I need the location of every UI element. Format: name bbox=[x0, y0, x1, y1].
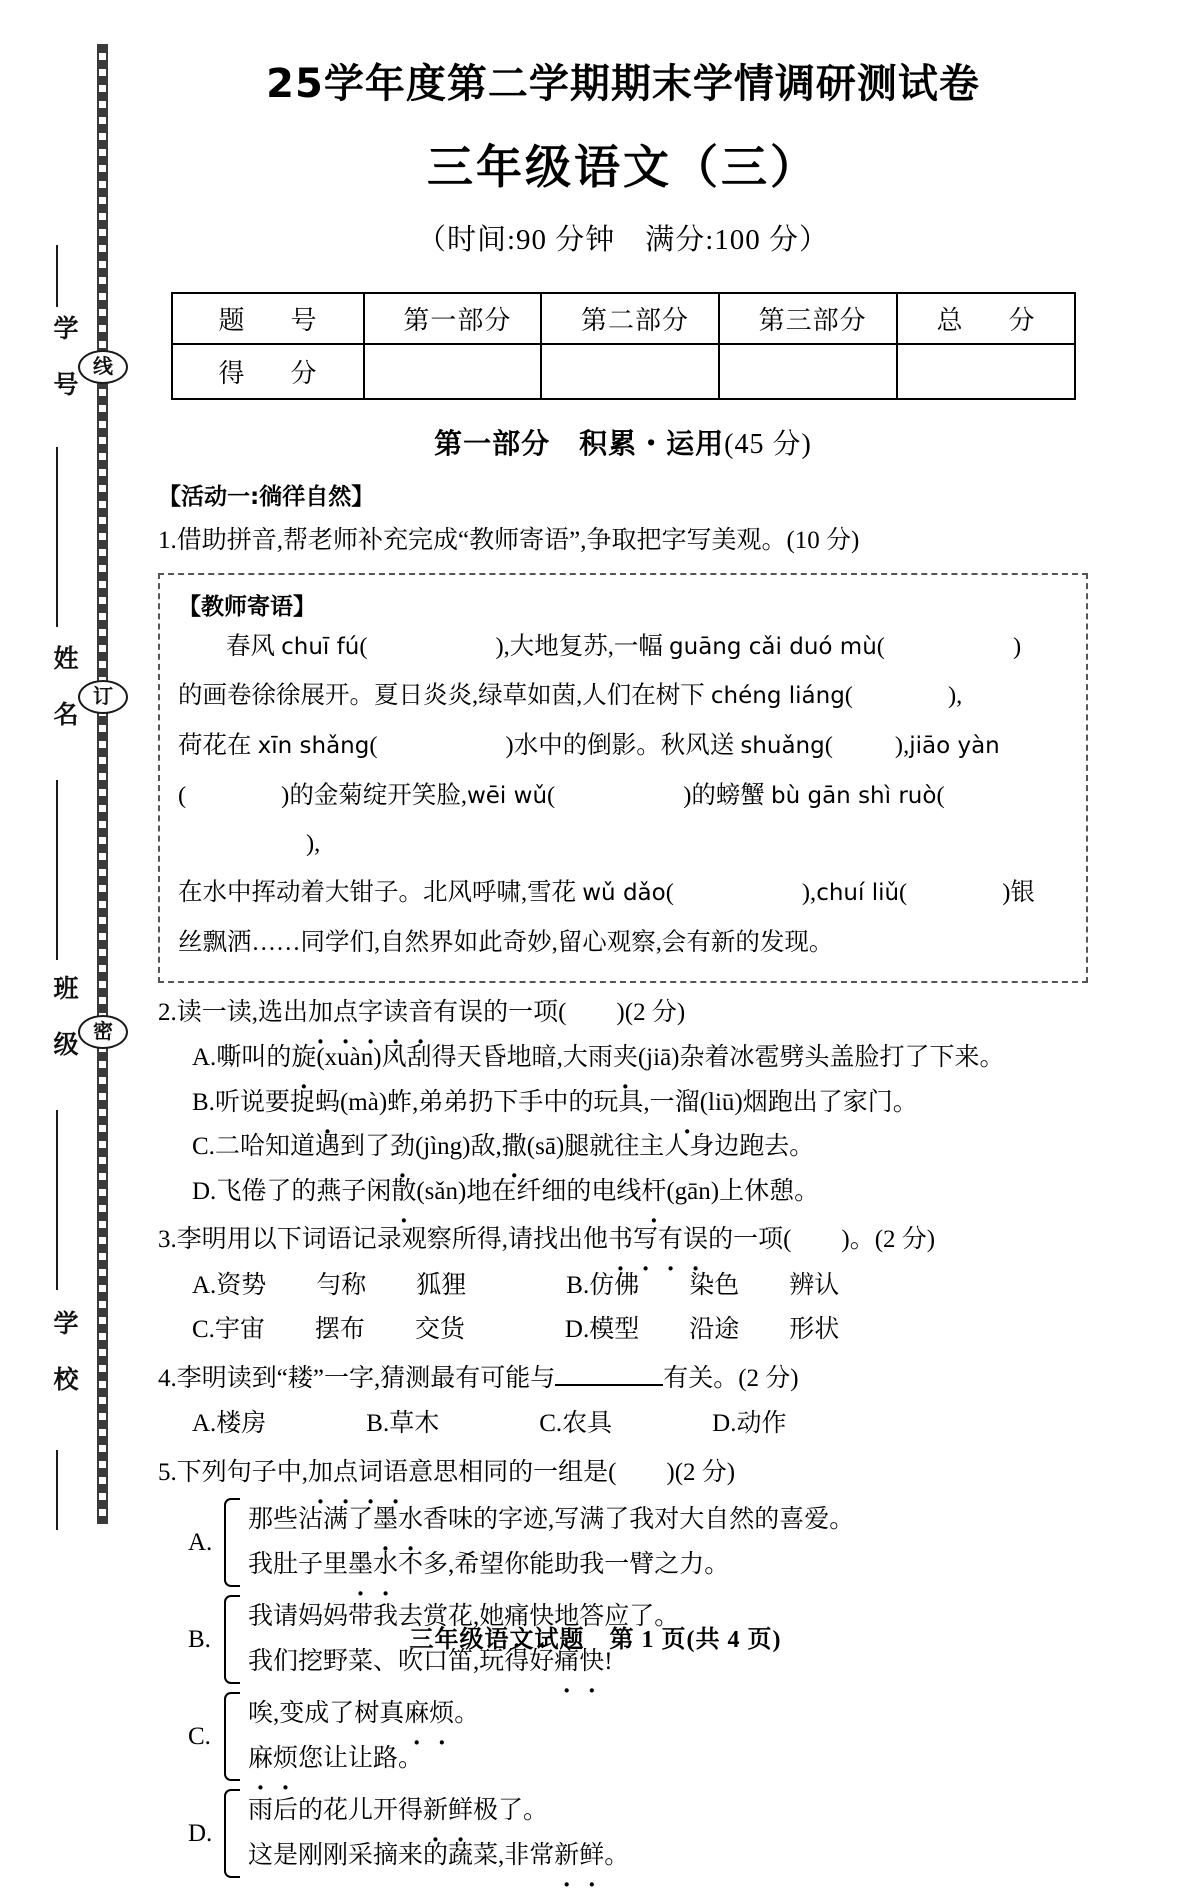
option-a-dot2: 夹 bbox=[612, 1044, 638, 1072]
option-c-post: (sā)腿就往主人身边跑去。 bbox=[526, 1133, 815, 1161]
option-row-ab[interactable]: A.资势 勻称 狐狸 B.仿佛 染色 辨认 bbox=[192, 1271, 840, 1299]
tm5-b: ), bbox=[801, 879, 817, 907]
pinyin-cheng-liang: chéng liáng bbox=[710, 683, 845, 710]
score-cell-part1[interactable] bbox=[364, 344, 542, 399]
brace-icon bbox=[224, 1789, 240, 1878]
g-d-l2-post: 。 bbox=[604, 1841, 630, 1869]
page-footer bbox=[0, 1619, 1191, 1654]
margin-divider-3 bbox=[56, 780, 58, 960]
question-5-group-a[interactable] bbox=[158, 1498, 1088, 1587]
group-c-label: C. bbox=[188, 1722, 211, 1750]
option-b-dot1: 蚂 bbox=[314, 1088, 340, 1116]
option-d-dot2: 杆 bbox=[641, 1177, 667, 1205]
option-d[interactable] bbox=[192, 1173, 1088, 1211]
group-b-label: B. bbox=[188, 1625, 211, 1653]
score-table-header-label: 题 号 bbox=[172, 293, 364, 344]
group-a-line1 bbox=[248, 1498, 854, 1543]
option-b-label: B. bbox=[192, 1088, 215, 1116]
q3-stem-a: 3.李明用以下词语记录观察所得,请找出他 bbox=[158, 1226, 609, 1254]
teacher-message-line-2: 的画卷徐徐展开。夏日炎炎,绿草如茵,人们在树下 chéng liáng( ), bbox=[178, 682, 963, 710]
group-c-lines bbox=[248, 1692, 479, 1781]
activity-one-label: 【活动一:徜徉自然】 bbox=[158, 484, 375, 510]
g-d-l1-post: 极了。 bbox=[473, 1797, 549, 1825]
option-c-dot2: 撒 bbox=[501, 1133, 527, 1161]
group-d-lines bbox=[248, 1789, 629, 1878]
option-c-label: C. bbox=[192, 1133, 215, 1161]
q3-stem-b: 的一项( )。(2 分) bbox=[708, 1226, 936, 1254]
exam-info: （时间:90 分钟 满分:100 分） bbox=[416, 224, 830, 256]
part-one-heading-text: 第一部分 积累・运用 bbox=[434, 429, 725, 460]
g-d-l1-pre: 雨后的花儿开得 bbox=[248, 1797, 424, 1825]
option-c-pre: 二哈知道遇到了 bbox=[214, 1133, 390, 1161]
tm3-a: 荷花在 bbox=[178, 732, 258, 760]
q2-stem-a: 2.读一读,选出 bbox=[158, 998, 309, 1026]
question-4-options bbox=[158, 1405, 1088, 1443]
question-4-stem bbox=[158, 1361, 1088, 1397]
q2-stem-b: 有误的一项( )(2 分) bbox=[433, 998, 686, 1026]
option-b-post: (liū)烟跑出了家门。 bbox=[699, 1088, 918, 1116]
teacher-message-box bbox=[158, 573, 1088, 983]
exam-body bbox=[140, 0, 1140, 1869]
pinyin-shuang: shuǎng bbox=[740, 733, 825, 760]
tm5-a: 在水中挥动着大钳子。北风呼啸,雪花 bbox=[178, 879, 583, 907]
margin-divider-2 bbox=[56, 447, 58, 627]
g-a-l2-pre: 我肚子里 bbox=[248, 1550, 349, 1578]
g-c-l1-dot: 麻烦 bbox=[404, 1700, 455, 1728]
pinyin-bu-gan-shi-ruo: bù gān shì ruò bbox=[771, 782, 937, 809]
seal-margin bbox=[0, 0, 150, 1684]
margin-divider-5 bbox=[56, 1450, 58, 1530]
option-d-mid: (sǎn)地在纤细的电线 bbox=[416, 1177, 642, 1205]
option-d-label: D. bbox=[192, 1177, 217, 1205]
g-c-l2-dot: 麻烦 bbox=[248, 1744, 299, 1772]
group-a-label: A. bbox=[188, 1528, 213, 1556]
teacher-message-title: 【教师寄语】 bbox=[178, 593, 316, 620]
question-2-options bbox=[158, 1039, 1088, 1210]
teacher-message-line-3: 荷花在 xīn shǎng( )水中的倒影。秋风送 shuǎng( ),jiāo yàn bbox=[178, 732, 1000, 760]
option-row-cd[interactable]: C.宇宙 摆布 交货 D.模型 沿途 形状 bbox=[192, 1316, 840, 1344]
seal-dashed-line bbox=[97, 44, 108, 1524]
tm1-b: ),大地复苏,一幅 bbox=[495, 632, 670, 660]
tm1-a: 春风 bbox=[226, 632, 282, 660]
g-b-l1-pre: 我请妈妈带我去赏花,她 bbox=[248, 1603, 505, 1631]
q4-stem-b: 有关。(2 分) bbox=[663, 1364, 799, 1392]
part-one-heading bbox=[158, 422, 1088, 462]
option-d-post: (gān)上休憩。 bbox=[666, 1177, 820, 1205]
q4-stem-a: 4.李明读到“耧”一字,猜测最有可能与 bbox=[158, 1364, 556, 1392]
option-a-label: A. bbox=[192, 1044, 217, 1072]
tm4-c: ), bbox=[306, 829, 321, 857]
tm2-a: 的画卷徐徐展开。夏日炎炎,绿草如茵,人们在树下 bbox=[178, 682, 711, 710]
seal-char-xian: 线 bbox=[78, 350, 128, 384]
q2-emphasis: 加点字读音 bbox=[308, 998, 434, 1026]
g-a-l1-dot: 墨水 bbox=[373, 1506, 424, 1534]
pinyin-guang-cai-duo-mu: guāng cǎi duó mù bbox=[669, 633, 877, 660]
q5-stem-a: 5.下列句子中, bbox=[158, 1458, 309, 1486]
q5-emphasis: 加点词语 bbox=[308, 1458, 409, 1486]
option-row-abcd[interactable]: A.楼房 B.草木 C.农具 D.动作 bbox=[192, 1410, 787, 1438]
score-table-header-part2: 第二部分 bbox=[541, 293, 719, 344]
g-d-l2-dot: 新鲜 bbox=[554, 1841, 605, 1869]
question-5-stem bbox=[158, 1455, 1088, 1491]
brace-icon bbox=[224, 1498, 240, 1587]
g-a-l1-post: 香味的字迹,写满了我对大自然的喜爱。 bbox=[423, 1506, 855, 1534]
score-table-row-label: 得 分 bbox=[172, 344, 364, 399]
margin-label-name: 姓 名 bbox=[50, 645, 77, 728]
g-b-l2-post: ! bbox=[604, 1647, 613, 1675]
g-b-l2-dot: 痛快 bbox=[554, 1647, 605, 1675]
tm5-c: )银 bbox=[1002, 879, 1035, 907]
g-b-l1-dot: 痛快 bbox=[504, 1603, 555, 1631]
question-5-group-d[interactable] bbox=[158, 1789, 1088, 1878]
score-table-header-total: 总 分 bbox=[897, 293, 1075, 344]
part-one-points: (45 分) bbox=[724, 429, 812, 460]
brace-icon bbox=[224, 1692, 240, 1781]
tm4-a: )的金菊绽开笑脸, bbox=[281, 781, 467, 809]
margin-label-school: 学 校 bbox=[50, 1310, 77, 1393]
group-d-line1 bbox=[248, 1789, 629, 1834]
group-a-line2 bbox=[248, 1543, 854, 1588]
question-5-group-c[interactable] bbox=[158, 1692, 1088, 1781]
option-a[interactable] bbox=[192, 1039, 1088, 1077]
pinyin-jiao-yan: jiāo yàn bbox=[909, 733, 1000, 760]
g-b-l1-post: 地答应了。 bbox=[554, 1603, 680, 1631]
option-a-post: (jiā)杂着冰雹劈头盖脸打了下来。 bbox=[637, 1044, 1005, 1072]
question-2-stem bbox=[158, 995, 1088, 1031]
score-cell-part3[interactable] bbox=[719, 344, 897, 399]
q3-emphasis: 书写有误 bbox=[608, 1226, 709, 1254]
pinyin-chui-fu: chuī fú bbox=[281, 633, 360, 660]
score-table-header-part1: 第一部分 bbox=[364, 293, 542, 344]
option-d-pre: 飞倦了的燕子闲 bbox=[216, 1177, 392, 1205]
teacher-message-line-5: 在水中挥动着大钳子。北风呼啸,雪花 wǔ dǎo( ),chuí liǔ( )银 bbox=[178, 879, 1035, 907]
g-a-l2-dot: 墨水 bbox=[348, 1550, 399, 1578]
option-b-dot2: 溜 bbox=[674, 1088, 700, 1116]
pinyin-chui-liu: chuí liǔ bbox=[816, 880, 900, 907]
g-a-l1-pre: 那些沾满了 bbox=[248, 1506, 374, 1534]
g-d-l2-pre: 这是刚刚采摘来的蔬菜,非常 bbox=[248, 1841, 555, 1869]
question-3-stem bbox=[158, 1222, 1088, 1258]
g-a-l2-post: 不多,希望你能助我一臂之力。 bbox=[398, 1550, 730, 1578]
g-b-l2-pre: 我们挖野菜、吹口笛,玩得好 bbox=[248, 1647, 555, 1675]
q5-stem-b: 意思相同的一组是( )(2 分) bbox=[408, 1458, 736, 1486]
tm3-b: )水中的倒影。秋风送 bbox=[505, 732, 741, 760]
option-b-mid: (mà)蚱,弟弟扔下手中的玩具,一 bbox=[339, 1088, 675, 1116]
option-c-dot1: 劲 bbox=[389, 1133, 415, 1161]
group-d-label: D. bbox=[188, 1819, 213, 1847]
g-c-l2-post: 您让让路。 bbox=[298, 1744, 424, 1772]
tm3-c: ), bbox=[894, 732, 910, 760]
score-cell-part2[interactable] bbox=[541, 344, 719, 399]
subject-title: 三年级语文（三） bbox=[427, 140, 819, 194]
pinyin-xin-shang: xīn shǎng bbox=[257, 733, 370, 760]
g-c-l1-post: 。 bbox=[454, 1700, 480, 1728]
seal-char-mi: 密 bbox=[78, 1015, 128, 1049]
option-d-dot1: 散 bbox=[391, 1177, 417, 1205]
g-c-l1-pre: 唉,变成了树真 bbox=[248, 1700, 405, 1728]
option-a-pre: 嘶叫的 bbox=[216, 1044, 292, 1072]
footer-page-number: 第 1 页(共 4 页) bbox=[609, 1627, 782, 1653]
margin-label-class: 班 级 bbox=[50, 975, 77, 1058]
pinyin-wei-wu: wēi wǔ bbox=[466, 782, 548, 809]
group-a-lines bbox=[248, 1498, 854, 1587]
tm4-b: )的螃蟹 bbox=[683, 781, 771, 809]
option-b[interactable] bbox=[192, 1084, 1088, 1122]
pinyin-wu-dao: wǔ dǎo bbox=[582, 880, 666, 907]
option-a-mid: (xuàn)风刮得天昏地暗,大雨 bbox=[316, 1044, 613, 1072]
page-title: 25学年度第二学期期末学情调研测试卷 bbox=[266, 61, 980, 107]
margin-divider-4 bbox=[56, 1110, 58, 1290]
score-cell-total[interactable] bbox=[897, 344, 1075, 399]
margin-divider-1 bbox=[56, 245, 58, 307]
group-c-line1 bbox=[248, 1692, 479, 1737]
option-c-mid: (jìng)敌, bbox=[414, 1133, 502, 1161]
teacher-message-line-4: ( )的金菊绽开笑脸,wēi wǔ( )的螃蟹 bù gān shì ruò(), bbox=[178, 781, 945, 857]
seal-char-ding: 订 bbox=[78, 680, 128, 714]
margin-label-student-id: 学 号 bbox=[50, 315, 77, 398]
option-a-dot1: 旋 bbox=[291, 1044, 317, 1072]
teacher-message-line-1: 春风 chuī fú( ),大地复苏,一幅 guāng cǎi duó mù( ) bbox=[226, 632, 1022, 660]
question-1-stem: 1.借助拼音,帮老师补充完成“教师寄语”,争取把字写美观。(10 分) bbox=[158, 527, 860, 554]
score-table-header-part3: 第三部分 bbox=[719, 293, 897, 344]
tm2-b: ), bbox=[947, 682, 963, 710]
option-b-pre: 听说要捉 bbox=[214, 1088, 315, 1116]
table-row bbox=[172, 344, 1075, 399]
teacher-message-line-6: 丝飘洒……同学们,自然界如此奇妙,留心观察,会有新的发现。 bbox=[178, 929, 834, 957]
footer-subject: 三年级语文试题 bbox=[409, 1627, 585, 1653]
answer-blank[interactable] bbox=[555, 1384, 663, 1386]
score-table bbox=[171, 292, 1076, 400]
table-row bbox=[172, 293, 1075, 344]
g-d-l1-dot: 新鲜 bbox=[423, 1797, 474, 1825]
